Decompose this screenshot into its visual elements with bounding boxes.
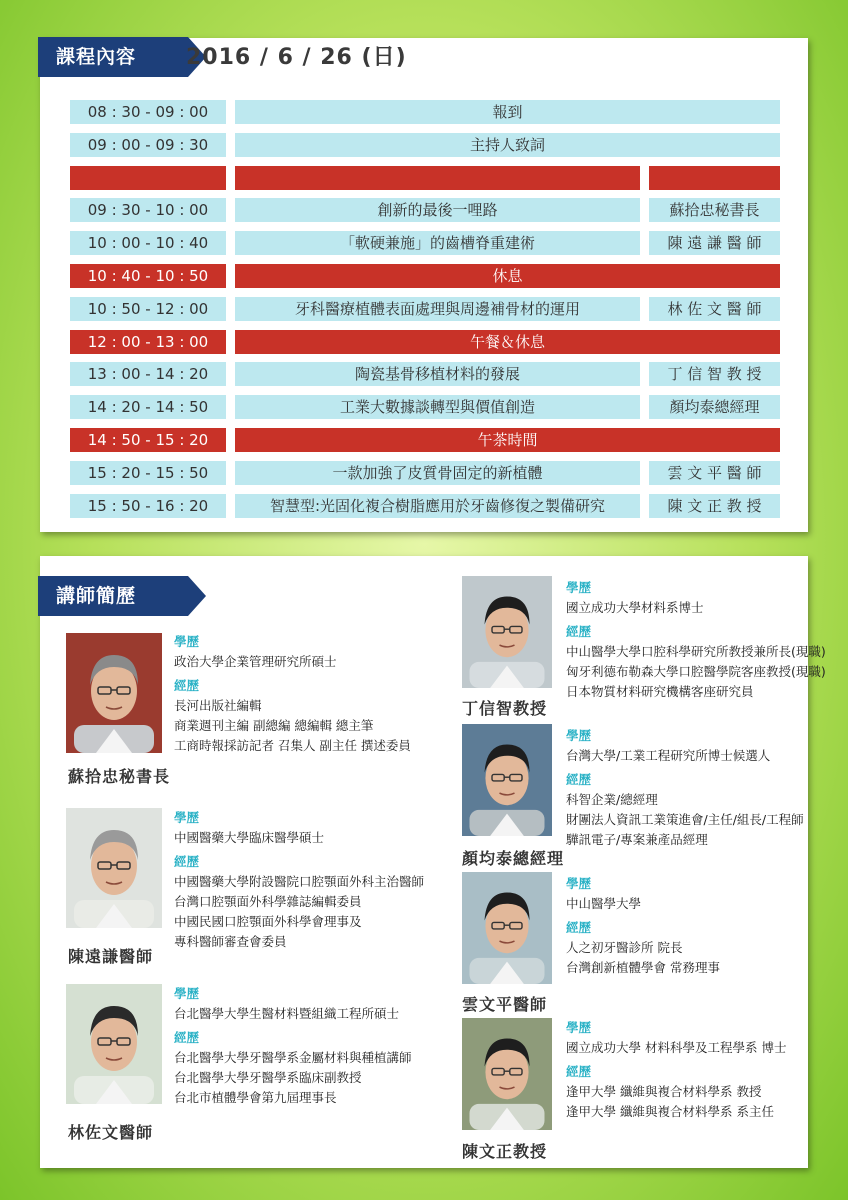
experience-item: 中山醫學大學口腔科學研究所教授兼所長(現職) <box>566 644 826 659</box>
experience-item: 台北醫學大學牙醫學系臨床副教授 <box>174 1070 362 1085</box>
education-item: 台灣大學/工業工程研究所博士候選人 <box>566 748 771 763</box>
schedule-row <box>70 461 780 485</box>
session-speaker: 蘇拾忠秘書長 <box>649 198 780 222</box>
speaker-photo <box>462 1018 552 1130</box>
session-time: 15 : 20 - 15 : 50 <box>70 461 226 485</box>
experience-label: 經歷 <box>174 678 200 693</box>
session-speaker: 顏均泰總經理 <box>649 395 780 419</box>
session-title: 休息 <box>235 264 780 288</box>
education-item: 國立成功大學 材料科學及工程學系 博士 <box>566 1040 787 1055</box>
experience-label: 經歷 <box>174 1030 200 1045</box>
speaker-bio <box>566 578 826 702</box>
session-title: 創新的最後一哩路 <box>235 198 640 222</box>
schedule-row <box>70 100 780 124</box>
session-title: 「軟硬兼施」的齒槽脊重建術 <box>235 231 640 255</box>
session-time: 09 : 00 - 09 : 30 <box>70 133 226 157</box>
schedule-panel <box>40 38 808 532</box>
education-label: 學歷 <box>566 580 592 595</box>
experience-item: 逢甲大學 纖維與複合材料學系 教授 <box>566 1084 762 1099</box>
session-time <box>70 166 226 190</box>
experience-item: 專科醫師審查會委員 <box>174 934 287 949</box>
schedule-row <box>70 494 780 518</box>
schedule-row <box>70 166 780 190</box>
experience-item: 逢甲大學 纖維與複合材料學系 系主任 <box>566 1104 774 1119</box>
session-title: 牙科醫療植體表面處理與周邊補骨材的運用 <box>235 297 640 321</box>
session-title <box>235 166 640 190</box>
experience-item: 台灣創新植體學會 常務理事 <box>566 960 720 975</box>
experience-label: 經歷 <box>566 1064 592 1079</box>
speaker-name: 陳遠謙醫師 <box>68 947 154 966</box>
education-label: 學歷 <box>174 810 200 825</box>
speaker-photo <box>66 633 162 753</box>
session-title: 智慧型:光固化複合樹脂應用於牙齒修復之製備研究 <box>235 494 640 518</box>
experience-item: 台北醫學大學牙醫學系金屬材料與種植講師 <box>174 1050 412 1065</box>
experience-item: 日本物質材料研究機構客座研究員 <box>566 684 754 699</box>
education-item: 國立成功大學材料系博士 <box>566 600 704 615</box>
schedule-row <box>70 133 780 157</box>
session-title: 報到 <box>235 100 780 124</box>
schedule-row <box>70 330 780 354</box>
session-speaker: 丁 信 智 教 授 <box>649 362 780 386</box>
session-time: 10 : 00 - 10 : 40 <box>70 231 226 255</box>
speaker-photo <box>462 872 552 984</box>
speaker-bio <box>566 874 720 978</box>
profile-section-title: 講師簡歷 <box>38 576 188 616</box>
speaker-bio <box>566 726 804 850</box>
speaker-bio <box>174 808 424 952</box>
education-item: 政治大學企業管理研究所碩士 <box>174 654 337 669</box>
speaker-bio <box>174 984 412 1108</box>
experience-label: 經歷 <box>566 772 592 787</box>
schedule-row <box>70 362 780 386</box>
experience-label: 經歷 <box>174 854 200 869</box>
session-speaker: 陳 文 正 教 授 <box>649 494 780 518</box>
session-title: 陶瓷基骨移植材料的發展 <box>235 362 640 386</box>
speaker-photo <box>462 576 552 688</box>
speaker-name: 林佐文醫師 <box>68 1123 154 1142</box>
experience-item: 工商時報採訪記者 召集人 副主任 撰述委員 <box>174 738 411 753</box>
speaker-name: 蘇拾忠秘書長 <box>68 767 171 786</box>
schedule-row <box>70 297 780 321</box>
speaker-photo <box>66 808 162 928</box>
schedule-row <box>70 231 780 255</box>
session-title: 主持人致詞 <box>235 133 780 157</box>
experience-item: 人之初牙醫診所 院長 <box>566 940 683 955</box>
education-item: 中國醫藥大學臨床醫學碩士 <box>174 830 325 845</box>
speaker-name: 顏均泰總經理 <box>462 849 565 868</box>
speaker-bio <box>174 632 411 756</box>
session-time: 10 : 50 - 12 : 00 <box>70 297 226 321</box>
experience-item: 台北市植體學會第九屆理事長 <box>174 1090 337 1105</box>
session-title: 午茶時間 <box>235 428 780 452</box>
experience-item: 商業週刊主編 副總編 總編輯 總主筆 <box>174 718 374 733</box>
session-time: 14 : 20 - 14 : 50 <box>70 395 226 419</box>
event-date: 2016 / 6 / 26 (日) <box>186 45 407 70</box>
education-label: 學歷 <box>174 986 200 1001</box>
schedule-section-title: 課程內容 <box>38 37 188 77</box>
schedule-row <box>70 198 780 222</box>
experience-item: 台灣口腔顎面外科學雜誌編輯委員 <box>174 894 362 909</box>
session-title: 一款加強了皮質骨固定的新植體 <box>235 461 640 485</box>
session-time: 13 : 00 - 14 : 20 <box>70 362 226 386</box>
schedule-row <box>70 264 780 288</box>
profile-panel <box>40 556 826 1168</box>
session-speaker: 雲 文 平 醫 師 <box>649 461 780 485</box>
experience-item: 匈牙利德布勒森大學口腔醫學院客座教授(現職) <box>566 664 826 679</box>
speaker-photo <box>462 724 552 836</box>
education-label: 學歷 <box>566 728 592 743</box>
experience-label: 經歷 <box>566 920 592 935</box>
education-label: 學歷 <box>566 876 592 891</box>
experience-item: 中國醫藥大學附設醫院口腔顎面外科主治醫師 <box>174 874 425 889</box>
education-label: 學歷 <box>566 1020 592 1035</box>
education-label: 學歷 <box>174 634 200 649</box>
experience-item: 中國民國口腔顎面外科學會理事及 <box>174 914 362 929</box>
schedule-row <box>70 395 780 419</box>
speaker-photo <box>66 984 162 1104</box>
experience-label: 經歷 <box>566 624 592 639</box>
session-speaker: 林 佐 文 醫 師 <box>649 297 780 321</box>
speaker-bio <box>566 1018 786 1122</box>
experience-item: 財團法人資訊工業策進會/主任/組長/工程師 <box>566 812 804 827</box>
session-title: 工業大數據談轉型與價值創造 <box>235 395 640 419</box>
education-item: 台北醫學大學生醫材料暨組織工程所碩士 <box>174 1006 400 1021</box>
session-time: 09 : 30 - 10 : 00 <box>70 198 226 222</box>
speaker-name: 丁信智教授 <box>462 699 548 718</box>
experience-item: 驊訊電子/專案兼產品經理 <box>566 832 708 847</box>
session-time: 10 : 40 - 10 : 50 <box>70 264 226 288</box>
session-speaker: 陳 遠 謙 醫 師 <box>649 231 780 255</box>
session-time: 08 : 30 - 09 : 00 <box>70 100 226 124</box>
experience-item: 長河出版社編輯 <box>174 698 262 713</box>
session-time: 14 : 50 - 15 : 20 <box>70 428 226 452</box>
education-item: 中山醫學大學 <box>566 896 642 911</box>
speaker-name: 陳文正教授 <box>462 1142 548 1161</box>
session-time: 12 : 00 - 13 : 00 <box>70 330 226 354</box>
schedule-row <box>70 428 780 452</box>
session-title: 午餐＆休息 <box>235 330 780 354</box>
session-time: 15 : 50 - 16 : 20 <box>70 494 226 518</box>
experience-item: 科智企業/總經理 <box>566 792 658 807</box>
session-speaker <box>649 166 780 190</box>
speaker-name: 雲文平醫師 <box>462 995 548 1014</box>
